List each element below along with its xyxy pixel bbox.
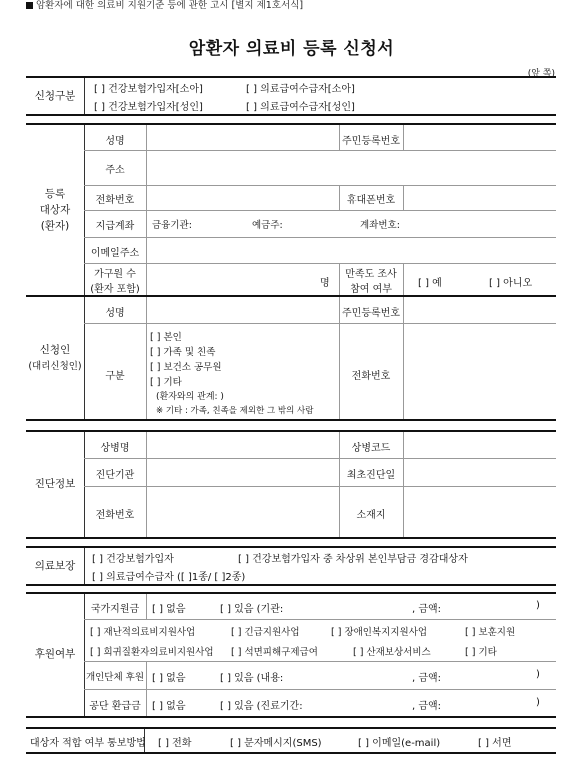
application-type-label: 신청구분: [34, 90, 76, 102]
notification-section: [26, 727, 556, 754]
household-label-2: (환자 포함): [90, 284, 140, 295]
medical-coverage-label: 의료보장: [34, 560, 76, 572]
disease-name-label: 상병명: [100, 443, 130, 454]
relation-field[interactable]: (환자와의 관계: ): [156, 392, 224, 402]
private-support-none-option[interactable]: [ ] 없음: [152, 673, 186, 684]
diagnosis-section: [26, 430, 556, 539]
program-industrial-option[interactable]: [ ] 산재보상서비스: [353, 647, 431, 658]
institution-phone-label: 전화번호: [95, 510, 135, 521]
private-support-close-paren: ): [536, 669, 540, 680]
category-other-option[interactable]: [ ] 기타: [150, 377, 182, 388]
national-support-none-option[interactable]: [ ] 없음: [152, 604, 186, 615]
national-support-close-paren: ): [536, 600, 540, 611]
household-label-1: 가구원 수: [94, 269, 136, 280]
first-diagnosis-date-label: 최초진단일: [346, 470, 396, 481]
household-unit: 명: [320, 278, 330, 289]
survey-label-2: 참여 여부: [350, 284, 392, 295]
patient-section-label-3: (환자): [40, 220, 70, 232]
private-support-amount-label: , 금액:: [412, 673, 442, 684]
applicant-label-1: 신청인: [39, 344, 71, 356]
public-refund-none-option[interactable]: [ ] 없음: [152, 701, 186, 712]
survey-yes-option[interactable]: [ ] 예: [418, 278, 442, 289]
program-rare-disease-option[interactable]: [ ] 희귀질환자의료비지원사업: [90, 647, 214, 658]
notify-email-option[interactable]: [ ] 이메일(e-mail): [358, 738, 441, 749]
patient-section-label-1: 등록: [44, 188, 66, 200]
applicant-phone-label: 전화번호: [351, 371, 391, 382]
category-self-option[interactable]: [ ] 본인: [150, 332, 182, 343]
applicant-category-label: 구분: [105, 371, 125, 382]
medical-coverage-section: [26, 546, 556, 586]
patient-section-label-2: 대상자: [39, 204, 71, 216]
support-label: 후원여부: [34, 648, 76, 660]
survey-no-option[interactable]: [ ] 아니오: [489, 278, 533, 289]
program-other-option[interactable]: [ ] 기타: [465, 647, 497, 658]
patient-address-label: 주소: [105, 165, 125, 176]
program-disability-option[interactable]: [ ] 장애인복지지원사업: [331, 627, 428, 638]
applicant-rrn-label: 주민등록번호: [342, 308, 400, 319]
option-medical-aid-child[interactable]: [ ] 의료급여수급자[소아]: [246, 84, 355, 95]
applicant-label-2: (대리신청인): [28, 361, 82, 372]
public-refund-amount-label: , 금액:: [412, 701, 442, 712]
patient-section: [26, 123, 556, 295]
patient-mobile-label: 휴대폰번호: [346, 195, 396, 206]
page-side-mark: (앞 쪽): [527, 69, 555, 79]
notify-mail-option[interactable]: [ ] 서면: [478, 738, 512, 749]
form-reference-note: 암환자에 대한 의료비 지원기준 등에 관한 고시 [별지 제1호서식]: [26, 0, 303, 11]
account-number-label: 계좌번호:: [360, 220, 400, 231]
private-support-yes-option[interactable]: [ ] 있음 (내용:: [220, 673, 284, 684]
account-holder-label: 예금주:: [252, 220, 283, 231]
disease-code-label: 상병코드: [351, 443, 391, 454]
patient-phone-label: 전화번호: [95, 195, 135, 206]
survey-label-1: 만족도 조사: [345, 269, 397, 280]
option-health-insurance-adult[interactable]: [ ] 건강보험가입자[성인]: [94, 102, 203, 113]
patient-rrn-label: 주민등록번호: [342, 136, 400, 147]
support-section: [26, 592, 556, 718]
diagnosis-label: 진단정보: [34, 478, 76, 490]
private-support-label: 개인단체 후원: [85, 672, 145, 683]
coverage-medical-aid-option[interactable]: [ ] 의료급여수급자 ([ ]1종/ [ ]2종): [92, 572, 246, 583]
program-veterans-option[interactable]: [ ] 보훈지원: [465, 627, 516, 638]
institution-address-label: 소재지: [356, 510, 386, 521]
program-emergency-option[interactable]: [ ] 긴급지원사업: [231, 627, 300, 638]
other-category-note: ※ 기타 : 가족, 친족을 제외한 그 밖의 사람: [156, 406, 314, 416]
option-medical-aid-adult[interactable]: [ ] 의료급여수급자[성인]: [246, 102, 355, 113]
category-family-option[interactable]: [ ] 가족 및 친족: [150, 347, 216, 358]
coverage-reduced-copay-option[interactable]: [ ] 건강보험가입자 중 차상위 본인부담금 경감대상자: [238, 554, 468, 565]
notify-phone-option[interactable]: [ ] 전화: [158, 738, 192, 749]
email-label: 이메일주소: [90, 248, 140, 259]
public-refund-yes-option[interactable]: [ ] 있음 (진료기간:: [220, 701, 303, 712]
patient-name-label: 성명: [105, 136, 125, 147]
national-support-yes-option[interactable]: [ ] 있음 (기관:: [220, 604, 284, 615]
option-health-insurance-child[interactable]: [ ] 건강보험가입자[소아]: [94, 84, 203, 95]
form-title: 암환자 의료비 등록 신청서: [188, 39, 395, 59]
national-support-amount-label: , 금액:: [412, 604, 442, 615]
public-refund-close-paren: ): [536, 697, 540, 708]
applicant-section: [26, 295, 556, 421]
program-asbestos-option[interactable]: [ ] 석면피해구제급여: [231, 647, 318, 658]
notification-method-label: 대상자 적합 여부 통보방법: [30, 738, 146, 749]
coverage-health-insurance-option[interactable]: [ ] 건강보험가입자: [92, 554, 174, 565]
public-refund-label: 공단 환급금: [89, 701, 141, 712]
category-official-option[interactable]: [ ] 보건소 공무원: [150, 362, 222, 373]
national-support-label: 국가지원금: [90, 604, 140, 615]
diagnosis-institution-label: 진단기관: [95, 470, 135, 481]
square-bullet-icon: [26, 2, 33, 9]
bank-field-label: 금융기관:: [152, 220, 192, 231]
notify-sms-option[interactable]: [ ] 문자메시지(SMS): [230, 738, 322, 749]
payment-account-label: 지급계좌: [95, 221, 135, 232]
program-catastrophic-option[interactable]: [ ] 재난적의료비지원사업: [90, 627, 196, 638]
applicant-name-label: 성명: [105, 308, 125, 319]
application-type-section: [26, 76, 556, 116]
